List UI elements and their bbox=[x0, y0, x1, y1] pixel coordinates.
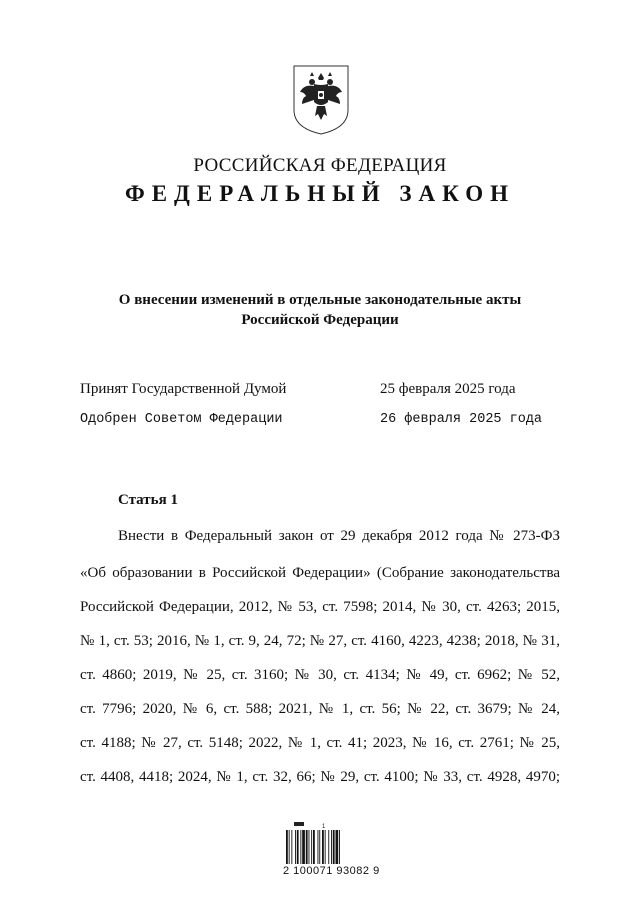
article-text-line: ст. 4188; № 27, ст. 5148; 2022, № 1, ст. 41; 2023, № 16, ст. 2761; № 25, bbox=[80, 735, 560, 751]
barcode-number: 2 100071 93082 9 bbox=[283, 865, 380, 877]
adoption-date-duma: 25 февраля 2025 года bbox=[380, 381, 516, 397]
barcode-icon bbox=[282, 820, 360, 870]
article-heading: Статья 1 bbox=[118, 492, 178, 508]
article-text-line: Российской Федерации, 2012, № 53, ст. 7598; 2014, № 30, ст. 4263; 2015, bbox=[80, 599, 560, 615]
state-emblem-icon bbox=[290, 62, 352, 136]
document-type: ФЕДЕРАЛЬНЫЙ ЗАКОН bbox=[124, 181, 516, 206]
country-name: РОССИЙСКАЯ ФЕДЕРАЦИЯ bbox=[193, 155, 447, 176]
barcode-caption: 1 bbox=[322, 824, 326, 830]
article-text-line: ст. 4860; 2019, № 25, ст. 3160; № 30, ст. 4134; № 49, ст. 6962; № 52, bbox=[80, 667, 560, 683]
article-text-line: ст. 4408, 4418; 2024, № 1, ст. 32, 66; № 29, ст. 4100; № 33, ст. 4928, 4970; bbox=[80, 769, 560, 785]
article-text-line: № 1, ст. 53; 2016, № 1, ст. 9, 24, 72; № 27, ст. 4160, 4223, 4238; 2018, № 31, bbox=[80, 633, 560, 649]
article-text-line: ст. 7796; 2020, № 6, ст. 588; 2021, № 1, ст. 56; № 22, ст. 3679; № 24, bbox=[80, 701, 560, 717]
adoption-label-duma: Принят Государственной Думой bbox=[80, 381, 287, 397]
law-title bbox=[0, 290, 640, 330]
law-title-line: О внесении изменений в отдельные законодательные акты bbox=[118, 292, 522, 308]
law-title-line: Российской Федерации bbox=[241, 312, 399, 328]
article-text-line: «Об образовании в Российской Федерации» (Собрание законодательства bbox=[80, 565, 560, 581]
adoption-label-council: Одобрен Советом Федерации bbox=[80, 412, 283, 427]
article-text-line: Внести в Федеральный закон от 29 декабря 2012 года № 273-ФЗ bbox=[118, 528, 560, 544]
adoption-date-council: 26 февраля 2025 года bbox=[380, 412, 543, 427]
